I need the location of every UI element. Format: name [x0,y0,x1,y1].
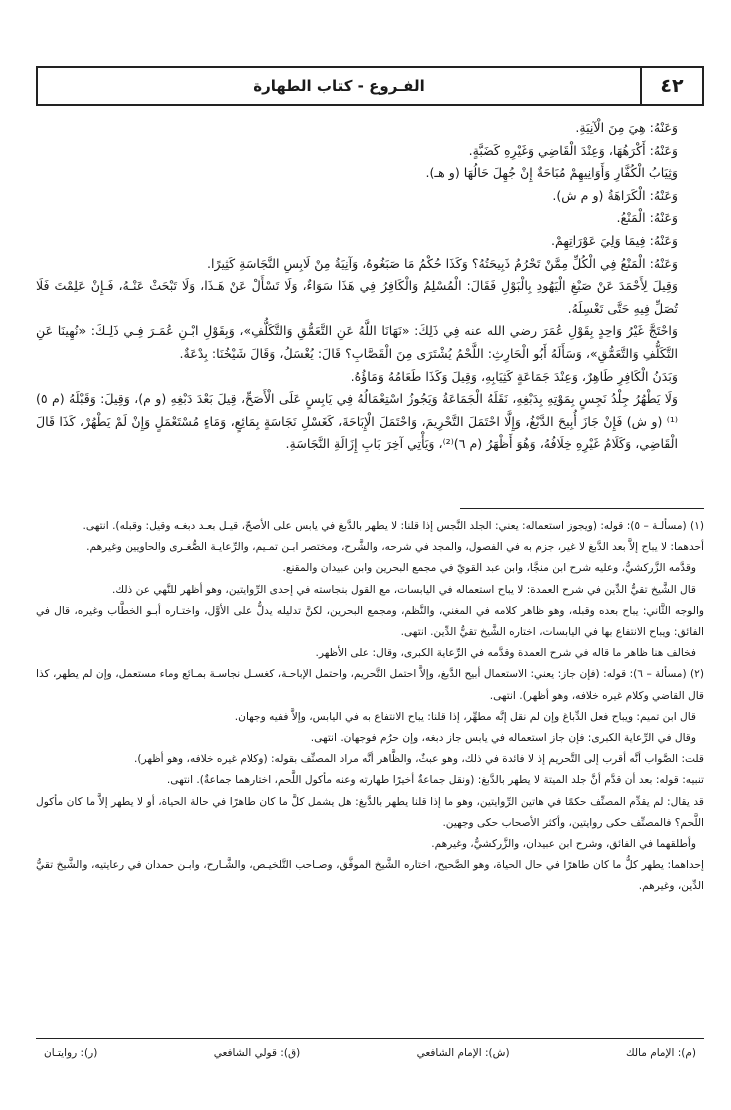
text-line: وَعَنْهُ: فِيمَا وَلِيَ عَوْرَاتِهِمْ. [550,232,678,248]
footnote-paragraph: وأطلقهما في الفائق، وشرح ابن عبيدان، والزَّركشيُّ، وغيرهم. [431,838,696,851]
page-title: الفـروع - كتاب الطهارة [253,77,425,95]
text-line: وَبَدَنُ الْكَافِرِ طَاهِرٌ، وَعِنْدَ جَمَاعَةٍ كَثِيَابِهِ، وَقِيلَ وَكَذَا طَعَامُهُ وَمَاؤُهُ. [350,368,678,384]
footnote-paragraph: أحدهما: لا يباح إلاَّ بعد الدَّبغ لا غير، جزم به في الفصول، والمجد في شرحه، والشَّرح، ومختصر ابـن تمـيم، والرِّعايـة الصُّغـرى والحاويين وغيرهم. [86,541,704,554]
footnote-paragraph: (١) (مسألـة – ٥): قوله: (ويجوز استعماله: يعني: الجلد النَّجس إذا قلنا: لا يطهر بالدَّبغ في يابس على الأصحّ، قيـل بعـد دبغـه وقيل: وقبله). انتهى. [82,520,704,532]
footnote-paragraph: والوجه الثَّاني: يباح بعده وقبله، وهو ظاهر كلامه في المغني، والنَّظم، ومجمع البحرين، لكنَّ تدليله يدلُّ على الأوَّل، واختـاره أبـو الخطَّاب وغيره، قال في الفائق: ويباح الانتفاع بها في اليابسات، اختاره الشَّيخ تقيُّ الدِّين. انتهى. [36,604,704,639]
legend-two-narrations: (ر): روايتـان [44,1047,98,1059]
footnote-paragraph: قال ابن تميم: ويباح فعل الدِّباغ وإن لم نقل إنَّه مطهِّر، إذا قلنا: يباح الانتفاع به في اليابس، وإلاَّ ففيه وجهان. [234,710,696,723]
text-line: وَعَنْهُ: هِيَ مِنَ الْآنِيَةِ. [575,120,678,135]
legend-shafii: (ش): الإمام الشافعي [416,1047,510,1059]
text-paragraph: وَلَا يَطْهُرُ جِلْدُ نَجِسٍ بِمَوْتِهِ بِدَبْغِهِ، نَقَلَهُ الْجَمَاعَةُ وَيَجُوزُ اسْتِعْمَالُهُ فِي يَابِسٍ عَلَى الْأَصَحِّ، قِيلَ بَعْدَ دَبْغِهِ (و م)، وَقِيلَ: وَقَبْلَهُ (م ٥)⁽¹⁾ (و ش) فَإِنْ جَازَ أُبِيحَ الدَّبْغُ، وَإِلَّا احْتَمَلَ التَّحْرِيمَ، وَاحْتَمَلَ الْإِبَاحَةَ، كَغَسْلِ نَجَاسَةٍ بِمَائِعٍ، وَمَاءٍ مُسْتَعْمَلٍ وَإِنْ لَمْ يَطْهُرْ، كَذَا قَالَ الْقَاضِي، وَكَلَامُ غَيْرِهِ خِلَافُهُ، وَهُوَ أَظْهَرُ (م ٦)⁽²⁾، وَيَأْتِي آخِرَ بَابِ إِزَالَةِ النَّجَاسَةِ. [36,391,678,452]
abbreviation-legend [36,1042,704,1064]
main-text [36,117,704,501]
footnote-paragraph: وقدَّمه الزَّركشيُّ، وعليه شرح ابن منجَّا، وابن عبد القويّ في مجمع البحرين وابن عبيدان والمقنع. [282,562,696,575]
page-header [36,66,704,106]
footnote-paragraph: قد يقال: لم يقدِّم المصنِّف حكمًا في هاتين الرِّوايتين، وهو ما إذا قلنا يطهر بالدَّبغ: هل يشمل كلَّ ما كان طاهرًا في حالة الحياة، أو لا يطهر إلاَّ ما كان مأكول اللَّحم؟ فالمصنِّف حكى روايتين، وأكثر الأصحاب حكى وجهين. [36,795,704,829]
legend-shafii-two-opinions: (ق): قولي الشافعي [213,1047,301,1059]
legend-separator [36,1038,704,1039]
footnote-paragraph: وقال في الرِّعاية الكبرى: فإن جاز استعماله في يابس جاز دبغه، وإن حرُم فوجهان. انتهى. [310,732,696,745]
footnote-paragraph: إحداهما: يطهر كلُّ ما كان طاهرًا في حال الحياة، وهو الصَّحيح، اختاره الشَّيخ الموفَّق، وصـاحب التَّلخيـص، والشَّـارح، وابـن حمدان في رعايتيه، والشَّيخ تقيُّ الدِّين، وغيرهم. [36,859,704,893]
text-line: وَعَنْهُ: الْمَنْعُ. [616,210,678,226]
footnote-separator [460,508,704,509]
legend-malik: (م): الإمام مالك [625,1047,696,1059]
text-line: وَعَنْهُ: الْكَرَاهَةُ (و م ش). [552,187,678,203]
text-line: وَعَنْهُ: الْمَنْعُ فِي الْكُلِّ مِمَّنْ تَحْرُمُ ذَبِيحَتُهُ؟ وَكَذَا حُكْمُ مَا صَبَغُوهُ، وَآنِيَةُ مِنْ لَابِسِ النَّجَاسَةِ كَثِيرًا. [207,255,678,271]
footnote-paragraph: قلت: الصَّواب أنَّه أقرب إلى التَّحريم إذ لا فائدة في ذلك، وهو عبثٌ، والظَّاهر أنَّه مراد المصنِّف بقوله: (وكلام غيره خلافه، وهو أظهر). [134,753,704,766]
text-line: وَثِيَابُ الْكُفَّارِ وَأَوَانِيهِمْ مُبَاحَةٌ إِنْ جُهِلَ حَالُهَا (و هـ). [425,165,678,181]
text-line: وَعَنْهُ: أَكْرَهُهَا، وَعِنْدَ الْقَاضِي وَغَيْرِهِ كَضَبَّةٍ. [468,142,678,158]
footnote-paragraph: (٢) (مسألة – ٦): قوله: (فإن جاز: يعني: الاستعمال أبيح الدَّبغ، وإلاَّ احتمل التَّحريم، واحتمل الإباحـة، كغسـل نجاسـة بمـائع وماء مستعمل، وإن لم يطهر، كذا قال القاضي وكلام غيره خلافه، وهو أظهر). انتهى. [36,668,704,702]
text-paragraph: وَقِيلَ لِأَحْمَدَ عَنْ صَبْغِ الْيَهُودِ بِالْبَوْلِ فَقَالَ: الْمُسْلِمُ وَالْكَافِرُ فِي هَذَا سَوَاءٌ، وَلَا تَسْأَلْ عَنْ هَـذَا، وَلَا تَبْحَثْ عَنْـهُ، فَـإِنْ عَلِمْتَ فَلَا تُصَلِّ فِيهِ حَتَّى تَغْسِلَهُ. [36,278,678,316]
footnote-paragraph: قال الشَّيخ تقيُّ الدِّين في شرح العمدة: لا يباح استعماله في اليابسات، مع القول بنجاسته في إحدى الرِّوايتين، وهو أظهر للنَّهي عن ذلك. [112,583,696,596]
footnotes [36,516,704,1036]
page-number: ٤٢ [640,68,702,104]
footnote-paragraph: تنبيه: قوله: بعد أن قدَّم أنَّ جلد الميتة لا يطهر بالدَّبغ: (ونقل جماعةٌ أخيرًا طهارته وعنه مأكول اللَّحم، اختارهما جماعةٌ). انتهى. [166,774,704,787]
footnote-paragraph: فخالف هنا ظاهر ما قاله في شرح العمدة وقدَّمه في الرِّعاية الكبرى، وقال: على الأظهر. [315,647,696,660]
text-paragraph: وَاحْتَجَّ غَيْرُ وَاحِدٍ بِقَوْلِ عُمَرَ رضي الله عنه فِي ذَلِكَ: «نَهَانَا اللَّهُ عَنِ التَّعَمُّقِ وَالتَّكَلُّفِ»، وَبِقَوْلِ ابْـنِ عُمَـرَ فِـي ذَلِـكَ: «نُهِينَا عَنِ التَّكَلُّفِ وَالتَّعَمُّقِ»، وَسَأَلَهُ أَبُو الْحَارِثِ: اللَّحْمُ يُشْتَرَى مِنَ الْقَصَّابِ؟ قَالَ: يُغْسَلُ، وَقَالَ شَيْخُنَا: بِدْعَةٌ. [36,323,678,361]
